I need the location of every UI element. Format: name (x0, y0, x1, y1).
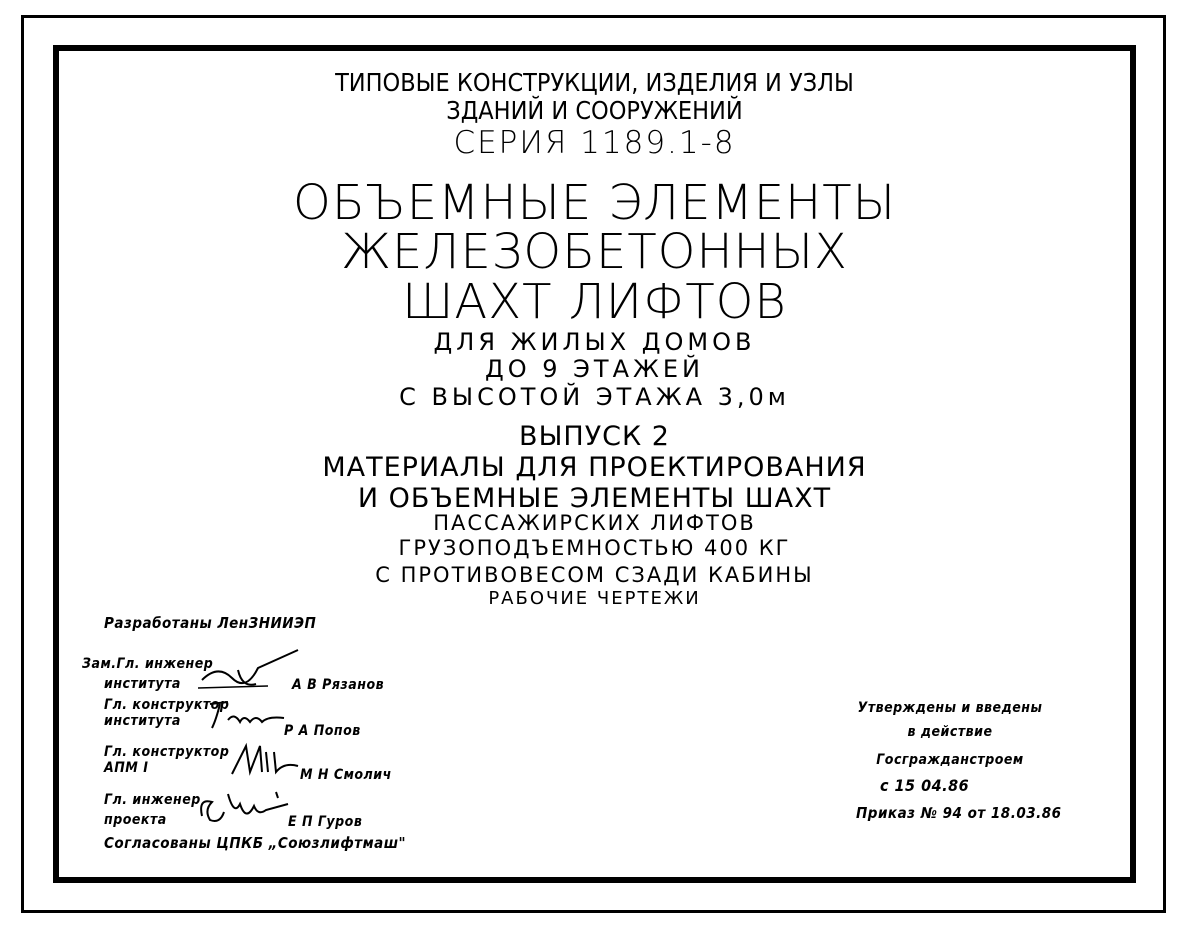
signature-4 (196, 786, 296, 828)
approval-line-1: Утверждены и введены (857, 700, 1043, 716)
approval-line-2: в действие (907, 724, 993, 740)
dev-2-name: Р А Попов (284, 723, 361, 739)
dev-2-role-2: института (104, 713, 181, 729)
issue-line-6: РАБОЧИЕ ЧЕРТЕЖИ (488, 588, 701, 609)
title-line-1: ОБЪЕМНЫЕ ЭЛЕМЕНТЫ (293, 175, 896, 231)
agreed-line: Согласованы ЦПКБ „Союзлифтмаш" (104, 834, 407, 852)
issue-line-1: МАТЕРИАЛЫ ДЛЯ ПРОЕКТИРОВАНИЯ (322, 452, 867, 483)
approval-line-4: с 15 04.86 (880, 776, 970, 795)
signature-3 (228, 742, 304, 778)
issue-line-2: И ОБЪЕМНЫЕ ЭЛЕМЕНТЫ ШАХТ (357, 483, 832, 514)
dev-3-role-1: Гл. конструктор (104, 744, 230, 760)
dev-1-role-1: Зам.Гл. инженер (82, 656, 214, 672)
dev-2-role-1: Гл. конструктор (104, 697, 230, 713)
title-line-6: С ВЫСОТОЙ ЭТАЖА 3,0м (399, 383, 790, 411)
title-line-5: ДО 9 ЭТАЖЕЙ (485, 355, 704, 383)
dev-3-role-2: АПМ I (104, 760, 149, 776)
issue-line-4: ГРУЗОПОДЪЕМНОСТЬЮ 400 КГ (398, 536, 791, 560)
dev-4-role-1: Гл. инженер (104, 792, 201, 808)
series-number: СЕРИЯ 1189.1-8 (453, 125, 736, 161)
title-line-3: ШАХТ ЛИФТОВ (402, 274, 787, 330)
dev-1-role-2: института (104, 676, 181, 692)
issue-line-3: ПАССАЖИРСКИХ ЛИФТОВ (433, 511, 756, 535)
approval-line-3: Госгражданстроем (876, 752, 1024, 768)
signature-2 (204, 698, 288, 734)
dev-4-role-2: проекта (104, 812, 167, 828)
dev-3-name: М Н Смолич (300, 767, 392, 783)
dev-1-name: А В Рязанов (292, 677, 385, 693)
header-line-2: ЗДАНИЙ И СООРУЖЕНИЙ (446, 96, 743, 125)
title-line-2: ЖЕЛЕЗОБЕТОННЫХ (341, 224, 848, 280)
approval-line-5: Приказ № 94 от 18.03.86 (856, 804, 1062, 822)
issue-label: ВЫПУСК 2 (519, 421, 670, 452)
title-line-4: ДЛЯ ЖИЛЫХ ДОМОВ (433, 328, 756, 356)
issue-line-5: С ПРОТИВОВЕСОМ СЗАДИ КАБИНЫ (375, 563, 814, 587)
developers-heading: Разработаны ЛенЗНИИЭП (104, 614, 317, 632)
dev-4-name: Е П Гуров (288, 814, 363, 830)
header-line-1: ТИПОВЫЕ КОНСТРУКЦИИ, ИЗДЕЛИЯ И УЗЛЫ (335, 68, 854, 97)
